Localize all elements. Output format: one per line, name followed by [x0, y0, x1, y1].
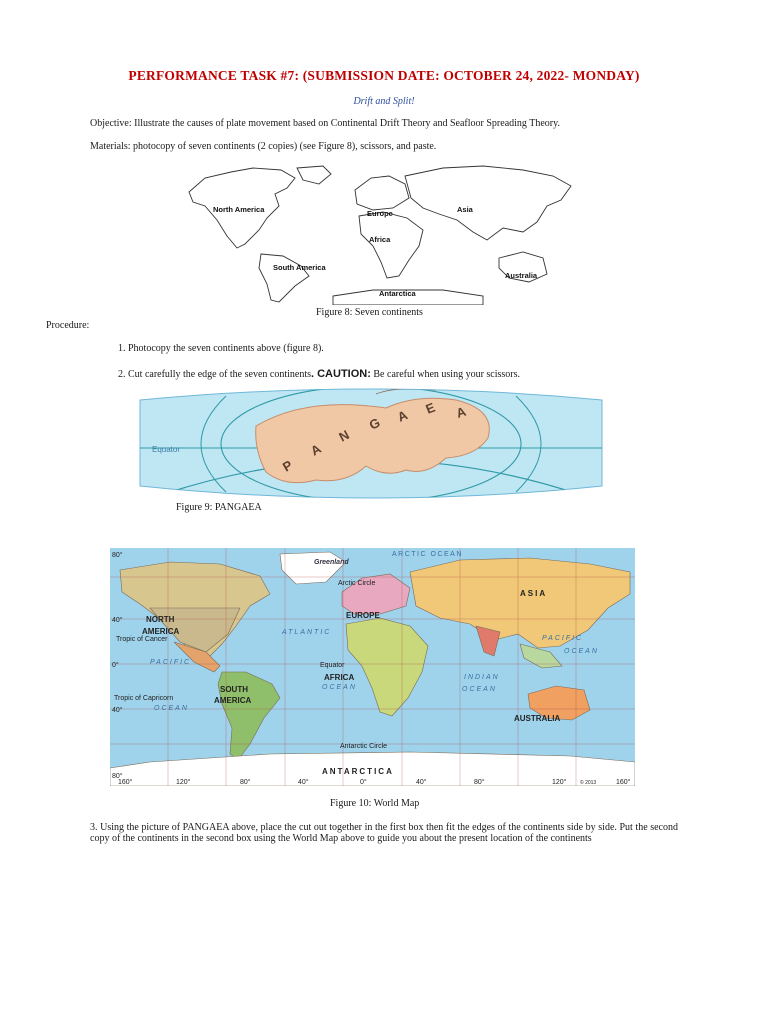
lon-label: 120° — [552, 779, 567, 786]
pangaea-letter-g: G — [366, 414, 383, 433]
asia-outline — [405, 166, 571, 240]
pangaea-map — [136, 386, 606, 501]
lon-label: 40° — [298, 779, 309, 786]
africa-outline — [359, 212, 423, 278]
procedure-heading: Procedure: — [46, 320, 90, 331]
label-arctic-circle: Arctic Circle — [338, 580, 376, 587]
label-europe: Europe — [367, 209, 393, 218]
label-australia: AUSTRALIA — [514, 714, 561, 723]
caution-label: . CAUTION: — [311, 368, 371, 380]
pangaea-letter-a1: A — [308, 440, 324, 459]
map-credit: © 2013 — [580, 780, 597, 786]
lon-label: 0° — [360, 779, 367, 786]
seven-continents-map — [183, 162, 593, 305]
label-equator: Equator — [320, 662, 345, 669]
procedure-step-1: 1. Photocopy the seven continents above (figure 8). — [118, 343, 324, 354]
lat-label: 80° — [112, 552, 123, 559]
label-asia: Asia — [457, 205, 473, 214]
label-north: NORTH — [146, 615, 175, 624]
objective-text: Objective: Illustrate the causes of plate movement based on Continental Drift Theory and Seafloor Spreading Theory. — [90, 118, 560, 129]
label-ocean-left: OCEAN — [154, 705, 189, 712]
label-pacific-left: PACIFIC — [150, 659, 192, 666]
label-arctic-ocean: ARCTIC OCEAN — [392, 551, 463, 558]
label-australia: Australia — [505, 271, 538, 280]
label-europe: EUROPE — [346, 611, 380, 620]
label-africa: AFRICA — [324, 673, 355, 682]
lon-label: 160° — [616, 779, 631, 786]
label-tropic-capricorn: Tropic of Capricorn — [114, 695, 174, 702]
pangaea-letter-e: E — [423, 399, 438, 417]
figure9-caption: Figure 9: PANGAEA — [176, 502, 262, 513]
world-map — [110, 548, 635, 786]
label-north-america: North America — [213, 205, 265, 214]
pangaea-letter-p: P — [280, 457, 296, 475]
label-indian: INDIAN — [464, 674, 500, 681]
step2-warning: Be careful when using your scissors. — [370, 369, 521, 380]
lon-label: 160° — [118, 779, 133, 786]
lat-label: 80° — [112, 773, 123, 780]
lat-label: 40° — [112, 617, 123, 624]
lon-label: 120° — [176, 779, 191, 786]
label-atlantic: ATLANTIC — [282, 629, 332, 636]
label-south-america: South America — [273, 263, 326, 272]
label-ocean-right: OCEAN — [564, 648, 599, 655]
label-africa: Africa — [369, 235, 391, 244]
label-indian-ocean: OCEAN — [462, 686, 497, 693]
equator-label: Equator — [152, 445, 181, 454]
label-greenland: Greenland — [314, 559, 349, 566]
pangaea-letter-a3: A — [454, 403, 468, 421]
step2-text: 2. Cut carefully the edge of the seven continents — [118, 369, 311, 380]
procedure-step-2 — [118, 368, 520, 380]
pangaea-letter-n: N — [336, 426, 352, 445]
lat-label: 0° — [112, 662, 119, 669]
lat-label: 40° — [112, 707, 123, 714]
label-tropic-cancer: Tropic of Cancer — [116, 636, 168, 643]
label-antarctic-circle: Antarctic Circle — [340, 743, 388, 750]
figure8-caption: Figure 8: Seven continents — [316, 307, 423, 318]
label-antarctica: Antarctica — [379, 289, 416, 298]
europe-outline — [355, 176, 409, 210]
page-subtitle: Drift and Split! — [353, 96, 415, 107]
label-antarctica: ANTARCTICA — [322, 767, 394, 776]
label-south-america: AMERICA — [214, 696, 252, 705]
materials-text: Materials: photocopy of seven continents (2 copies) (see Figure 8), scissors, and paste. — [90, 141, 437, 152]
greenland-outline — [297, 166, 331, 184]
south-america-outline — [259, 254, 309, 302]
label-south: SOUTH — [220, 685, 248, 694]
figure10-caption: Figure 10: World Map — [330, 798, 420, 809]
label-pacific-right: PACIFIC — [542, 635, 584, 642]
lon-label: 80° — [240, 779, 251, 786]
procedure-step-3: 3. Using the picture of PANGAEA above, place the cut out together in the first box then fit the edges of the continents side by side. Put the second copy of the continents in the second box using the World Map above to guide you about the present location of the continents — [90, 822, 678, 844]
lon-label: 40° — [416, 779, 427, 786]
pangaea-letter-a2: A — [395, 407, 410, 425]
label-north-america: AMERICA — [142, 627, 180, 636]
label-asia: ASIA — [520, 589, 548, 598]
page-title: PERFORMANCE TASK #7: (SUBMISSION DATE: OCTOBER 24, 2022- MONDAY) — [128, 68, 640, 83]
lon-label: 80° — [474, 779, 485, 786]
label-ocean-mid: OCEAN — [322, 684, 357, 691]
